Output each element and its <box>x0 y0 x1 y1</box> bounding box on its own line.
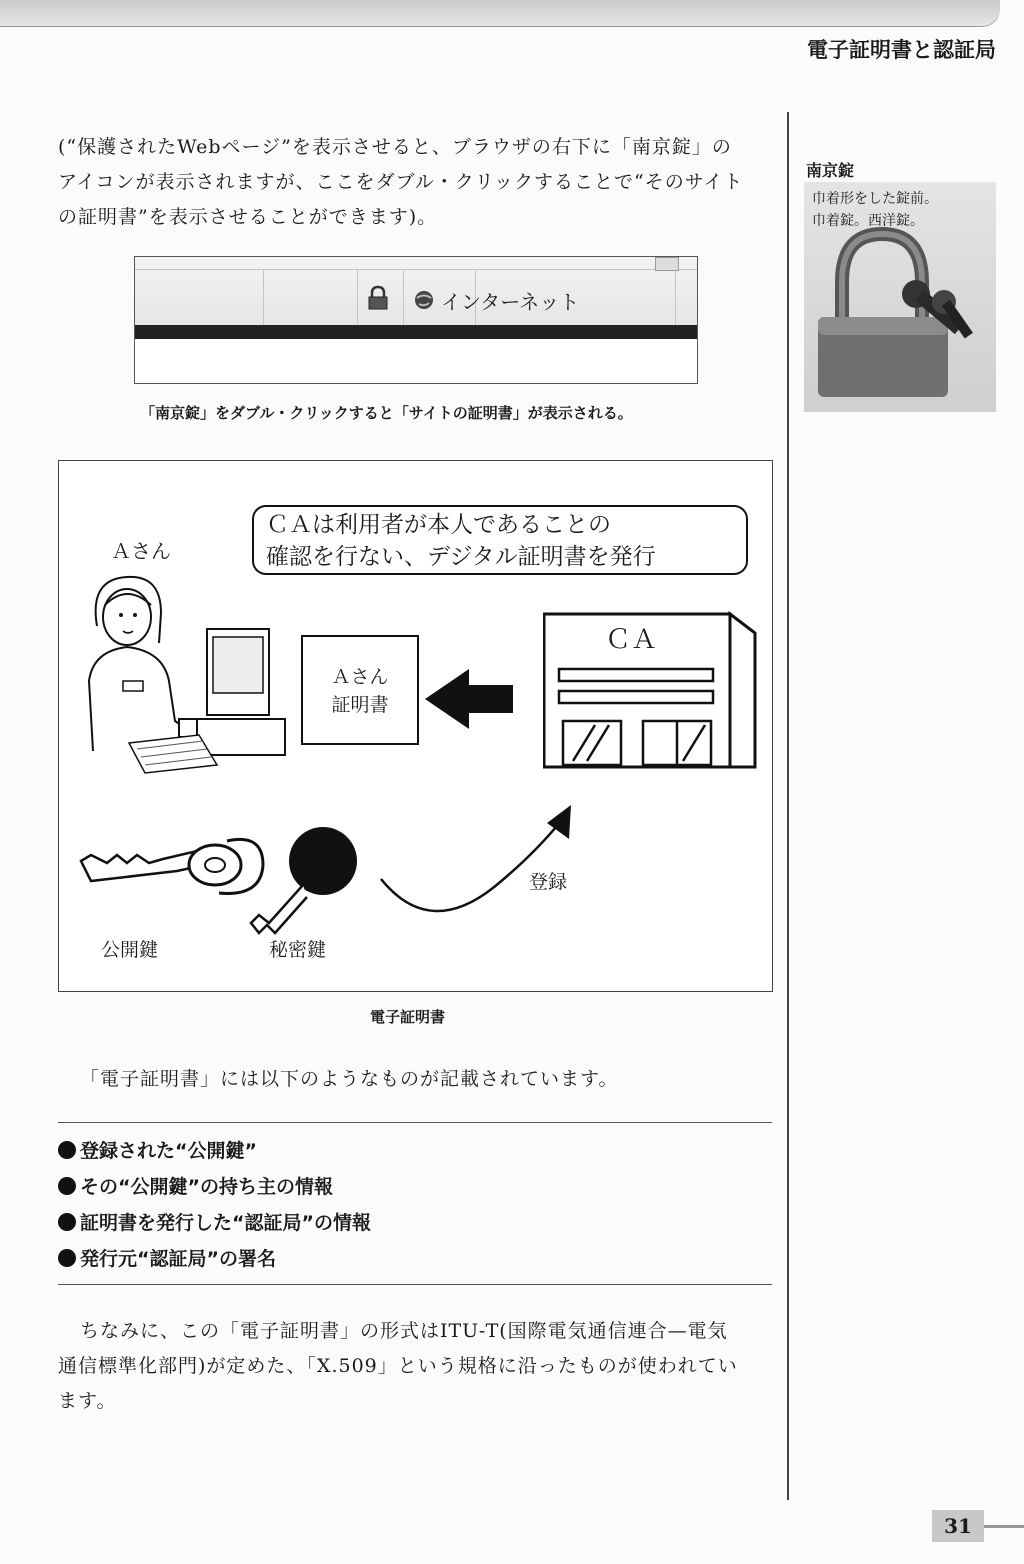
screenshot-caption: 「南京錠」をダブル・クリックすると「サイトの証明書」が表示される。 <box>140 404 633 422</box>
sidebar-divider <box>787 112 789 1500</box>
private-key-icon <box>245 813 365 943</box>
body-sentence: 「電子証明書」には以下のようなものが記載されています。 <box>80 1068 619 1090</box>
list-item-text: 登録された“公開鍵” <box>80 1140 257 1162</box>
closing-line-1: ちなみに、この「電子証明書」の形式はITU-T(国際電気通信連合—電気 <box>80 1320 728 1342</box>
register-label: 登録 <box>529 871 568 893</box>
callout-line-1: ＣＡは利用者が本人であることの <box>266 512 611 538</box>
padlock-photo <box>804 182 996 412</box>
register-arrow-icon <box>375 801 585 921</box>
bullet-icon <box>58 1177 76 1195</box>
certificate-card <box>301 635 419 745</box>
bullet-icon <box>58 1249 76 1267</box>
list-item-text: その“公開鍵”の持ち主の情報 <box>80 1176 333 1198</box>
callout-box <box>252 505 748 575</box>
sidebar-definition-2: 巾着錠。西洋錠。 <box>812 213 924 229</box>
list-bottom-rule <box>58 1284 772 1285</box>
sidebar-figure <box>804 182 996 412</box>
callout-line-2: 確認を行ない、デジタル証明書を発行 <box>266 544 656 570</box>
page-number-tab-rule <box>984 1525 1024 1528</box>
list-item <box>58 1136 257 1163</box>
closing-line-2: 通信標準化部門)が定めた、「X.509」という規格に沿ったものが使われてい <box>58 1355 738 1377</box>
arrow-left-icon <box>425 667 517 731</box>
ca-building <box>543 611 743 769</box>
list-item-text: 発行元“認証局”の署名 <box>80 1248 276 1270</box>
globe-icon <box>413 289 435 311</box>
list-item <box>58 1244 276 1271</box>
running-title: 電子証明書と認証局 <box>807 38 996 62</box>
person-at-computer-illustration <box>79 571 319 801</box>
padlock-icon[interactable] <box>367 285 389 311</box>
browser-statusbar-screenshot <box>134 256 698 384</box>
intro-line-2: アイコンが表示されますが、ここをダブル・クリックすることで“そのサイト <box>58 171 744 193</box>
list-item <box>58 1208 371 1235</box>
status-zone-text: インターネット <box>441 290 580 314</box>
header-band <box>0 0 1000 26</box>
list-top-rule <box>58 1122 772 1123</box>
sidebar-definition-1: 巾着形をした錠前。 <box>812 191 938 207</box>
bullet-icon <box>58 1141 76 1159</box>
bullet-icon <box>58 1213 76 1231</box>
person-label: Ａさん <box>111 539 171 563</box>
public-key-label: 公開鍵 <box>101 939 159 961</box>
certificate-diagram <box>58 460 773 992</box>
intro-line-3: の証明書”を表示させることができます)。 <box>58 206 438 228</box>
list-item-text: 証明書を発行した“認証局”の情報 <box>80 1212 371 1234</box>
ca-label: ＣＡ <box>605 625 658 655</box>
page-number: 31 <box>932 1510 984 1542</box>
closing-line-3: ます。 <box>58 1390 117 1412</box>
private-key-label: 秘密鍵 <box>269 939 327 961</box>
sidebar-term: 南京錠 <box>806 161 855 180</box>
certificate-line-1: Ａさん <box>331 666 389 688</box>
list-item <box>58 1172 333 1199</box>
diagram-caption: 電子証明書 <box>370 1008 446 1026</box>
certificate-line-2: 証明書 <box>331 694 389 716</box>
intro-line-1: (“保護されたWebページ”を表示させると、ブラウザの右下に「南京錠」の <box>58 136 732 158</box>
public-key-icon <box>77 819 267 919</box>
